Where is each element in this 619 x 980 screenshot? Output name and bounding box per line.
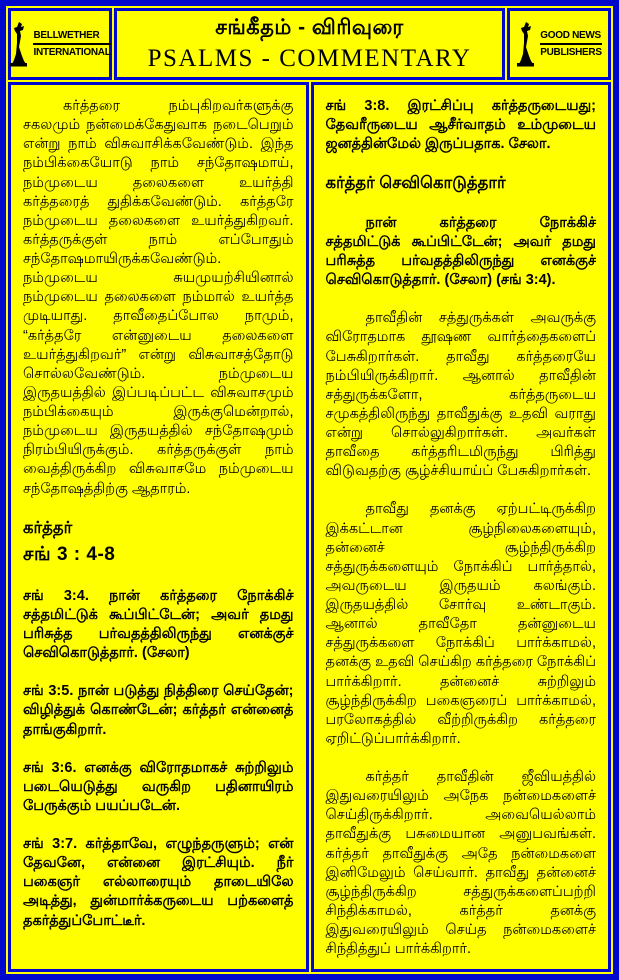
- verse-3-8: சங் 3:8. இரட்சிப்பு கர்த்தருடையது; தேவரீருடைய ஆசீர்வாதம் உம்முடைய ஜனத்தின்மேல் இருப்பதாக. சேலா.: [325, 98, 596, 153]
- header: [8, 8, 611, 80]
- page-title-tamil: சங்கீதம் - விரிவுரை: [215, 15, 404, 39]
- page-title-english: PSALMS - COMMENTARY: [147, 44, 472, 72]
- section-heading-reference: சங் 3 : 4-8: [23, 544, 116, 566]
- goodnews-logo-text: [540, 29, 601, 59]
- verse-3-5: சங் 3:5. நான் படுத்து நித்திரை செய்தேன்; விழித்துக் கொண்டேன்; கர்த்தர் என்னைத் தாங்குகிறார்.: [23, 683, 294, 738]
- verse-3-6: சங் 3:6. எனக்கு விரோதமாகச் சுற்றிலும் படையெடுத்து வருகிற பதினாயிரம் பேருக்கும் பயப்படேன்.: [23, 759, 294, 814]
- statue-figure-icon: [9, 21, 29, 67]
- logo-line-2: PUBLISHERS: [540, 47, 602, 58]
- logo-line-1: GOOD NEWS: [540, 29, 601, 45]
- content-area: [8, 82, 611, 972]
- commentary-paragraph: கர்த்தர் தாவீதின் ஜீவியத்தில் இதுவரையிலும் அநேக நன்மைகளைச் செய்திருக்கிறார். அவையெல்லாம் தாவீதுக்கு பசுமையான அனுபவங்கள். கர்த்தர் தாவீதுக்கு அதே நன்மைகளை இனிமேலும் செய்வார். தாவீது தன்னைச் சூழ்ந்திருக்கிற சத்துருக்களைப்பற்றி சிந்திக்காமல், கர்த்தர் தனக்கு இதுவரையிலும் செய்த நன்மைகளைச் சிந்தித்துப் பார்க்கிறார்.: [325, 769, 596, 958]
- bellwether-logo: [8, 8, 112, 80]
- verse-3-7: சங் 3:7. கர்த்தாவே, எழுந்தருளும்; என் தேவனே, என்னை இரட்சியும். நீர் பகைஞர் எல்லாரையும் தாடையிலே அடித்து, துன்மார்க்கருடைய பற்களைத் தகர்த்துப்போட்டீர்.: [23, 836, 294, 929]
- goodnews-logo: [507, 8, 611, 80]
- commentary-paragraph: தாவீது தனக்கு ஏற்பட்டிருக்கிற இக்கட்டான சூழ்நிலைகளையும், தன்னைச் சூழ்ந்திருக்கிற சத்துருக்களையும் நோக்கிப் பார்த்தால், அவருடைய இருதயம் கலங்கும். இருதயத்தில் சோர்வு உண்டாகும். ஆனால் தாவீதோ தன்னுடைய சத்துருக்களை நோக்கிப் பார்க்காமல், தனக்கு உதவி செய்கிற கர்த்தரை நோக்கிப் பார்க்கிறார். தன்னைச் சுற்றிலும் சூழ்ந்திருக்கிற பகைஞரைப் பார்க்காமல், பரலோகத்தில் வீற்றிருக்கிற கர்த்தரை ஏறிட்டுப்பார்க்கிறார்.: [325, 501, 596, 747]
- statue-figure-icon: [516, 21, 536, 67]
- verse-3-4: சங் 3:4. நான் கர்த்தரை நோக்கிச் சத்தமிட்டுக் கூப்பிட்டேன்; அவர் தமது பரிசுத்த பர்வதத்திலிருந்து எனக்குச் செவிகொடுத்தார். (சேலா): [23, 587, 294, 662]
- section-heading-sevikoduthar: கர்த்தர் செவிகொடுத்தார்: [325, 174, 506, 193]
- intro-paragraph: கர்த்தரை நம்புகிறவர்களுக்கு சகலமும் நன்மைக்கேதுவாக நடைபெறும் என்று நாம் விசுவாசிக்கவேண்டும். இந்த நம்பிக்கையோடு நாம் சந்தோஷமாய், நம்முடைய தலைகளை உயர்த்தி கர்த்தரைத் துதிக்கவேண்டும். கர்த்தரே நம்முடைய தலைகளை உயர்த்துகிறவர். கர்த்தருக்குள் நாம் எப்போதும் சந்தோஷமாயிருக்கவேண்டும். நம்முடைய சுயமுயற்சியினால் நம்முடைய தலைகளை நம்மால் உயர்த்த முடியாது. தாவீதைப்போல நாமும், “கர்த்தரே என்னுடைய தலைகளை உயர்த்துகிறவர்” என்று விசுவாசத்தோடு சொல்லவேண்டும். நம்முடைய இருதயத்தில் இப்படிப்பட்ட விசுவாசமும் நம்பிக்கையும் இருக்குமென்றால், நம்முடைய இருதயத்தில் சந்தோஷமும் நிரம்பியிருக்கும். கர்த்தருக்குள் நாம் வைத்திருக்கிற விசுவாசமே நம்முடைய சந்தோஷத்திற்கு ஆதாரம்.: [23, 98, 294, 497]
- left-column: [8, 82, 309, 972]
- section-heading-psalm-3: [23, 518, 294, 568]
- commentary-paragraph: தாவீதின் சத்துருக்கள் அவருக்கு விரோதமாக தூஷண வார்த்தைகளைப் பேசுகிறார்கள். தாவீது கர்த்தரையே நம்பியிருக்கிறார். ஆனால் தாவீதின் சத்துருக்களோ, கர்த்தருடைய சமுகத்திலிருந்து தாவீதுக்கு உதவி வராது என்று சொல்லுகிறார்கள். அவர்கள் தாவீதை கர்த்தரிடமிருந்து பிரித்து விடுவதற்கு சூழ்ச்சியாய்ப் பேசுகிறார்கள்.: [325, 310, 596, 480]
- bellwether-logo-text: [33, 29, 110, 59]
- logo-line-1: BELLWETHER: [33, 29, 110, 45]
- quoted-verse-3-4: நான் கர்த்தரை நோக்கிச் சத்தமிட்டுக் கூப்பிட்டேன்; அவர் தமது பரிசுத்த பர்வதத்திலிருந்து எனக்குச் செவிகொடுத்தார். (சேலா) (சங் 3:4).: [325, 214, 596, 289]
- logo-line-2: INTERNATIONAL: [33, 47, 111, 58]
- right-column: [311, 82, 612, 972]
- section-heading-title: கர்த்தர்: [23, 518, 73, 537]
- title-box: [114, 8, 505, 80]
